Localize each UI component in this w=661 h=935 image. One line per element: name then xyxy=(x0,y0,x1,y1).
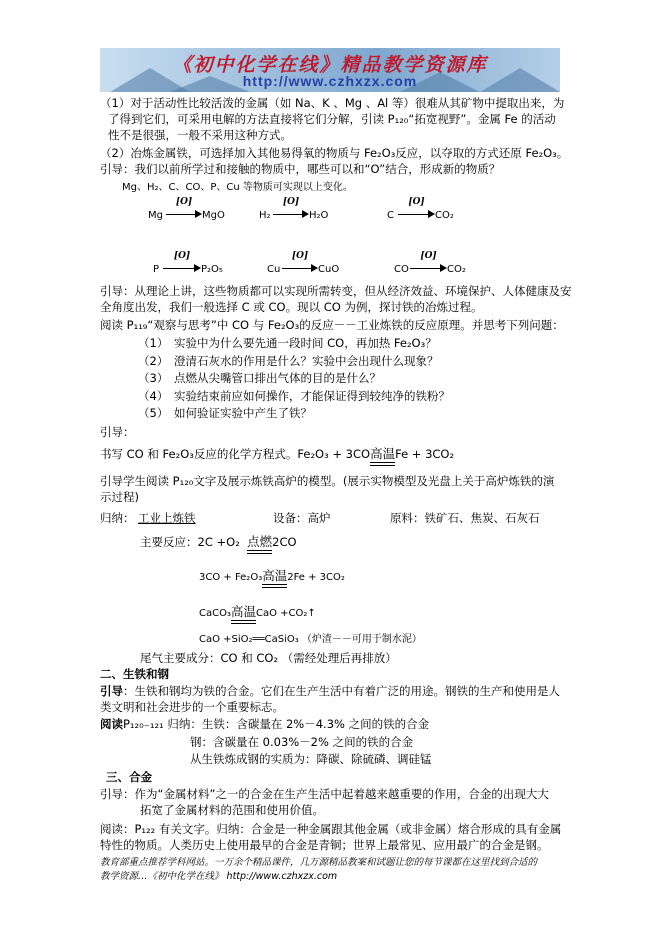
question-4: 实验结束前应如何操作，才能保证得到较纯净的铁粉？ xyxy=(174,389,450,403)
eq3-reactant: C xyxy=(387,210,394,221)
eq1-arrow xyxy=(166,197,202,221)
question-number-3: （3） xyxy=(138,371,169,385)
footer-line-1: 教育部重点推荐学科网站。一万余个精品课件，几万源精品教案和试题让您的每节课都在这里找到合适的 xyxy=(100,857,538,868)
guide-theory-line-1: 引导：从理论上讲，这些物质都可以实现所需转变，但从经济效益、环境保护、人体健康及安 xyxy=(100,284,572,298)
condition-high-temp-2: 高温 xyxy=(262,568,288,583)
guide-reading-line-2: 示过程) xyxy=(100,490,139,504)
condition-high-temp: 高温 xyxy=(370,446,396,461)
eq2-product: H₂O xyxy=(309,210,329,221)
write-equation-left: 书写 CO 和 Fe₂O₃反应的化学方程式。Fe₂O₃ + 3CO xyxy=(100,447,371,461)
guide-alloy-line-2: 拓宽了金属材料的范围和使用价值。 xyxy=(140,803,324,817)
eq5-product: CuO xyxy=(318,264,340,275)
question-3: 点燃从尖嘴管口排出气体的目的是什么？ xyxy=(174,371,381,385)
eq4-arrow-label: [O] xyxy=(173,251,191,261)
question-2: 澄清石灰水的作用是什么？实验中会出现什么现象？ xyxy=(174,354,439,368)
main-reaction-4: CaO +SiO₂══CaSiO₃ （炉渣－－可用于制水泥） xyxy=(199,634,422,645)
main-reaction-2 xyxy=(199,568,345,585)
eq2-reactant: H₂ xyxy=(259,210,271,221)
footer-line-2 xyxy=(100,869,337,884)
reading-pig-iron xyxy=(100,717,429,732)
eq5-arrow-label: [O] xyxy=(291,251,309,261)
para-1-line-1: （1）对于活动性比较活泼的金属（如 Na、K 、Mg 、Al 等）很难从其矿物中提取出来，为 xyxy=(100,96,565,110)
main-reaction-1-left: 主要反应：2C +O₂ xyxy=(140,535,240,549)
main-reaction-1-right: 2CO xyxy=(272,535,297,549)
reading-observe: 阅读 P₁₁₉“观察与思考”中 CO 与 Fe₂O₃的反应－－工业炼铁的反应原理。并思考下列问题： xyxy=(100,318,564,332)
guide-iron-steel-text: ：生铁和钢均为铁的合金。它们在生产生活中有着广泛的用途。钢铁的生产和使用是人 xyxy=(123,684,560,698)
main-reaction-2-left: 3CO + Fe₂O₃ xyxy=(199,572,263,583)
main-reaction-3 xyxy=(199,604,316,621)
question-5: 如何验证实验中产生了铁？ xyxy=(174,406,312,420)
para-1-line-3: 性不是很强，一般不采用这种方式。 xyxy=(108,128,292,142)
eq4-product: P₂O₅ xyxy=(201,264,223,275)
question-number-2: （2） xyxy=(138,354,169,368)
eq6-reactant: CO xyxy=(394,264,409,275)
footer-site-name: 教学资源…《初中化学在线》 xyxy=(100,871,224,882)
reading-alloy-line-1: 阅读：P₁₂₂ 有关文字。归纳：合金是一种金属跟其他金属（或非金属）熔合形成的具有金属 xyxy=(100,822,562,836)
header-banner xyxy=(100,48,560,92)
section-heading-alloy: 三、合金 xyxy=(106,770,152,784)
summary-label: 归纳： xyxy=(100,511,135,525)
eq6-product: CO₂ xyxy=(447,264,466,275)
eq6-arrow-label: [O] xyxy=(420,251,437,261)
eq6-arrow xyxy=(410,251,447,275)
write-equation xyxy=(100,446,454,462)
para-1-line-2: 了得到它们，可采用电解的方法直接将它们分解，引读 P₁₂₀“拓宽视野”。金属 Fe 的活动 xyxy=(108,112,556,126)
steel-definition: 钢：含碳量在 0.03%－2% 之间的铁的合金 xyxy=(190,735,414,749)
steel-essence: 从生铁炼成钢的实质为：降碳、除硫磷、调硅锰 xyxy=(190,752,432,766)
reading-alloy-line-2: 特性的物质。人类历史上使用最早的合金是青铜；世界上最常见、应用最广的合金是钢。 xyxy=(100,838,549,852)
summary-equipment: 设备：高炉 xyxy=(273,511,331,525)
eq4-reactant: P xyxy=(153,264,160,275)
reading-label: 阅读 xyxy=(100,717,123,731)
eq2-arrow xyxy=(273,197,309,221)
guide-iron-steel-label: 引导 xyxy=(100,684,123,698)
eq1-arrow-label: [O] xyxy=(175,197,193,207)
exhaust-gas: 尾气主要成分：CO 和 CO₂ （需经处理后再排放） xyxy=(140,651,397,665)
eq2-arrow-label: [O] xyxy=(282,197,300,207)
summary-materials: 原料：铁矿石、焦炭、石灰石 xyxy=(390,511,540,525)
guide-reading-line-1: 引导学生阅读 P₁₂₀文字及展示炼铁高炉的模型。(展示实物模型及光盘上关于高炉炼铁的演 xyxy=(100,474,555,488)
para-2: （2）冶炼金属铁，可选择加入其他易得氧的物质与 Fe₂O₃反应，以夺取的方式还原 Fe₂O₃。 xyxy=(100,146,569,160)
section-heading-iron-steel: 二、生铁和钢 xyxy=(100,667,169,681)
guide-theory-line-2: 全角度出发，我们一般选择 C 或 CO。现以 CO 为例，探讨铁的冶炼过程。 xyxy=(100,300,483,314)
substance-list: Mg、H₂、C、CO、P、Cu 等物质可实现以上变化。 xyxy=(122,182,353,193)
summary-industrial-iron: 工业上炼铁 xyxy=(138,511,196,525)
guide-alloy-line-1: 引导：作为“金属材料”之一的合金在生产生活中起着越来越重要的作用，合金的出现大大 xyxy=(100,787,549,801)
guide-iron-steel-line-2: 类文明和社会进步的一个重要标志。 xyxy=(100,700,284,714)
condition-high-temp-3: 高温 xyxy=(230,604,256,619)
eq1-product: MgO xyxy=(202,210,225,221)
reading-pig-iron-text: P₁₂₀₋₁₂₁ 归纳：生铁：含碳量在 2%－4.3% 之间的铁的合金 xyxy=(123,717,430,731)
eq3-arrow-label: [O] xyxy=(408,197,425,207)
eq5-arrow xyxy=(282,251,318,275)
banner-url[interactable]: http://www.czhxzx.com xyxy=(242,73,418,89)
question-1: 实验中为什么要先通一段时间 CO，再加热 Fe₂O₃？ xyxy=(174,336,437,350)
eq5-reactant: Cu xyxy=(267,264,281,275)
question-number-1: （1） xyxy=(138,336,169,350)
main-reaction-3-right: CaO +CO₂↑ xyxy=(256,608,316,619)
condition-ignite: 点燃 xyxy=(247,534,273,549)
eq3-arrow xyxy=(398,197,435,221)
question-number-5: （5） xyxy=(138,406,169,420)
eq3-product: CO₂ xyxy=(435,210,454,221)
main-reaction-2-right: 2Fe + 3CO₂ xyxy=(287,572,345,583)
main-reaction-1 xyxy=(140,534,297,550)
write-equation-right: Fe + 3CO₂ xyxy=(395,447,455,461)
eq1-reactant: Mg xyxy=(148,210,163,221)
guide-iron-steel-line-1 xyxy=(100,684,560,699)
question-number-4: （4） xyxy=(138,389,169,403)
footer-url[interactable]: http://www.czhxzx.com xyxy=(226,871,338,882)
guide-label: 引导： xyxy=(100,425,135,439)
guide-question: 引导：我们以前所学过和接触的物质中，哪些可以和“O”结合，形成新的物质？ xyxy=(100,162,501,176)
main-reaction-3-left: CaCO₃ xyxy=(199,608,231,619)
eq4-arrow xyxy=(163,251,201,275)
banner-title: 《初中化学在线》精品教学资源库 xyxy=(172,54,488,76)
